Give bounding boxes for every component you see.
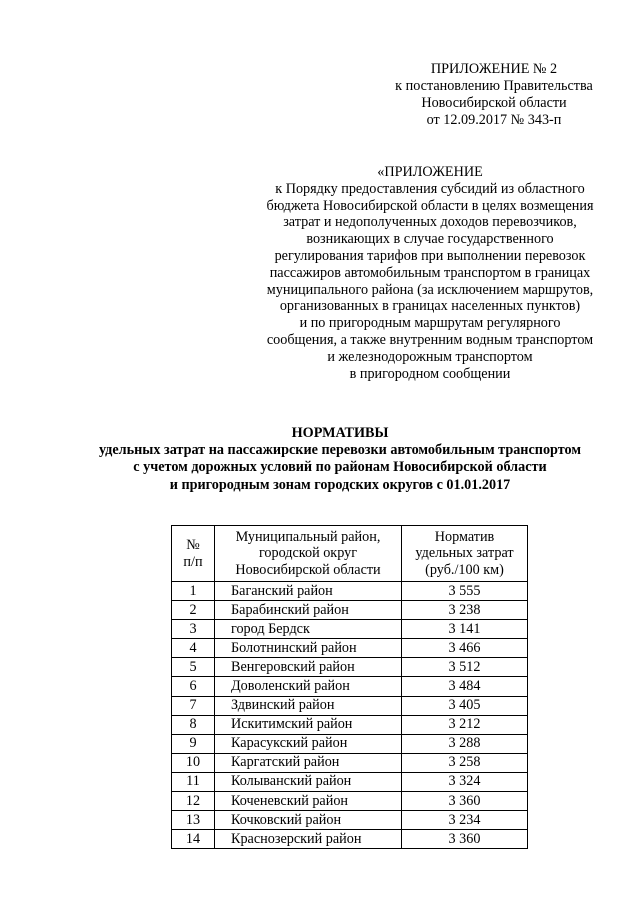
header-district-line: Новосибирской области	[235, 561, 381, 578]
row-norm-value: 3 555	[402, 582, 528, 601]
order-header-line: к Порядку предоставления субсидий из областного	[275, 180, 585, 197]
header-norm-line: Норматив	[434, 528, 495, 545]
row-number: 14	[172, 830, 215, 849]
row-number: 3	[172, 620, 215, 639]
annex-title: ПРИЛОЖЕНИЕ № 2	[430, 61, 558, 77]
row-norm-value: 3 234	[402, 811, 528, 830]
row-number: 10	[172, 753, 215, 772]
row-number: 8	[172, 715, 215, 734]
row-number: 2	[172, 601, 215, 620]
row-district: Кочковский район	[215, 811, 402, 830]
header-number-line: п/п	[183, 553, 203, 570]
header-norm	[402, 526, 528, 582]
title-line: удельных затрат на пассажирские перевозки автомобильным транспортом	[98, 442, 582, 459]
row-number: 11	[172, 772, 215, 791]
row-district: Краснозерский район	[215, 830, 402, 849]
header-district	[215, 526, 402, 582]
order-header-line: возникающих в случае государственного	[306, 231, 554, 248]
norms-table	[171, 525, 528, 849]
table-row	[172, 601, 528, 620]
annex-date-line: от 12.09.2017 № 343-п	[426, 112, 562, 128]
header-number-line: №	[186, 536, 200, 553]
order-header-line: бюджета Новосибирской области в целях возмещения	[266, 197, 594, 214]
order-header	[240, 164, 620, 382]
table-row	[172, 715, 528, 734]
order-header-line: «ПРИЛОЖЕНИЕ	[377, 164, 483, 180]
table-row	[172, 639, 528, 658]
order-header-line: и железнодорожным транспортом	[327, 348, 533, 365]
header-norm-line: удельных затрат	[415, 545, 514, 562]
row-district: Здвинский район	[215, 696, 402, 715]
row-district: Барабинский район	[215, 601, 402, 620]
title-line: и пригородным зонам городских округов с 01.01.2017	[169, 476, 511, 493]
row-district: Искитимский район	[215, 715, 402, 734]
row-district: Венгеровский район	[215, 658, 402, 677]
title-heading: НОРМАТИВЫ	[291, 425, 389, 441]
row-district: Коченевский район	[215, 792, 402, 811]
row-district: город Бердск	[215, 620, 402, 639]
table-row	[172, 677, 528, 696]
row-norm-value: 3 360	[402, 830, 528, 849]
row-number: 7	[172, 696, 215, 715]
table-row	[172, 753, 528, 772]
row-norm-value: 3 238	[402, 601, 528, 620]
header-district-line: городской округ	[258, 545, 358, 562]
order-header-line: регулирования тарифов при выполнении перевозок	[274, 247, 586, 264]
table-row	[172, 772, 528, 791]
row-district: Каргатский район	[215, 753, 402, 772]
document-title	[40, 425, 640, 494]
row-norm-value: 3 258	[402, 753, 528, 772]
header-district-line: Муниципальный район,	[235, 528, 381, 545]
row-number: 13	[172, 811, 215, 830]
annex-region-line: Новосибирской области	[421, 95, 567, 111]
order-header-line: затрат и недополученных доходов перевозчиков,	[283, 214, 577, 231]
order-header-line: и по пригородным маршрутам регулярного	[299, 315, 561, 332]
order-header-line: в пригородном сообщении	[349, 365, 511, 382]
row-norm-value: 3 141	[402, 620, 528, 639]
table-row	[172, 696, 528, 715]
table-row	[172, 582, 528, 601]
table-header-row	[172, 526, 528, 582]
table-row	[172, 620, 528, 639]
row-district: Болотнинский район	[215, 639, 402, 658]
order-header-line: организованных в границах населенных пунктов)	[279, 298, 581, 315]
row-number: 12	[172, 792, 215, 811]
row-norm-value: 3 360	[402, 792, 528, 811]
row-number: 6	[172, 677, 215, 696]
header-norm-line: (руб./100 км)	[425, 561, 504, 578]
annex-header	[389, 61, 599, 129]
table-row	[172, 811, 528, 830]
title-line: с учетом дорожных условий по районам Новосибирской области	[133, 459, 547, 476]
row-norm-value: 3 324	[402, 772, 528, 791]
table-row	[172, 734, 528, 753]
row-norm-value: 3 405	[402, 696, 528, 715]
row-number: 4	[172, 639, 215, 658]
order-header-line: сообщения, а также внутренним водным транспортом	[266, 331, 594, 348]
row-district: Колыванский район	[215, 772, 402, 791]
row-number: 1	[172, 582, 215, 601]
header-number	[172, 526, 215, 582]
row-district: Карасукский район	[215, 734, 402, 753]
row-district: Баганский район	[215, 582, 402, 601]
row-norm-value: 3 288	[402, 734, 528, 753]
annex-decree-line: к постановлению Правительства	[395, 78, 593, 94]
table-row	[172, 658, 528, 677]
table-row	[172, 830, 528, 849]
row-district: Доволенский район	[215, 677, 402, 696]
table-row	[172, 792, 528, 811]
order-header-line: пассажиров автомобильным транспортом в границах	[269, 264, 591, 281]
row-norm-value: 3 212	[402, 715, 528, 734]
row-norm-value: 3 512	[402, 658, 528, 677]
order-header-line: муниципального района (за исключением маршрутов,	[266, 281, 594, 298]
row-number: 9	[172, 734, 215, 753]
row-number: 5	[172, 658, 215, 677]
row-norm-value: 3 466	[402, 639, 528, 658]
row-norm-value: 3 484	[402, 677, 528, 696]
